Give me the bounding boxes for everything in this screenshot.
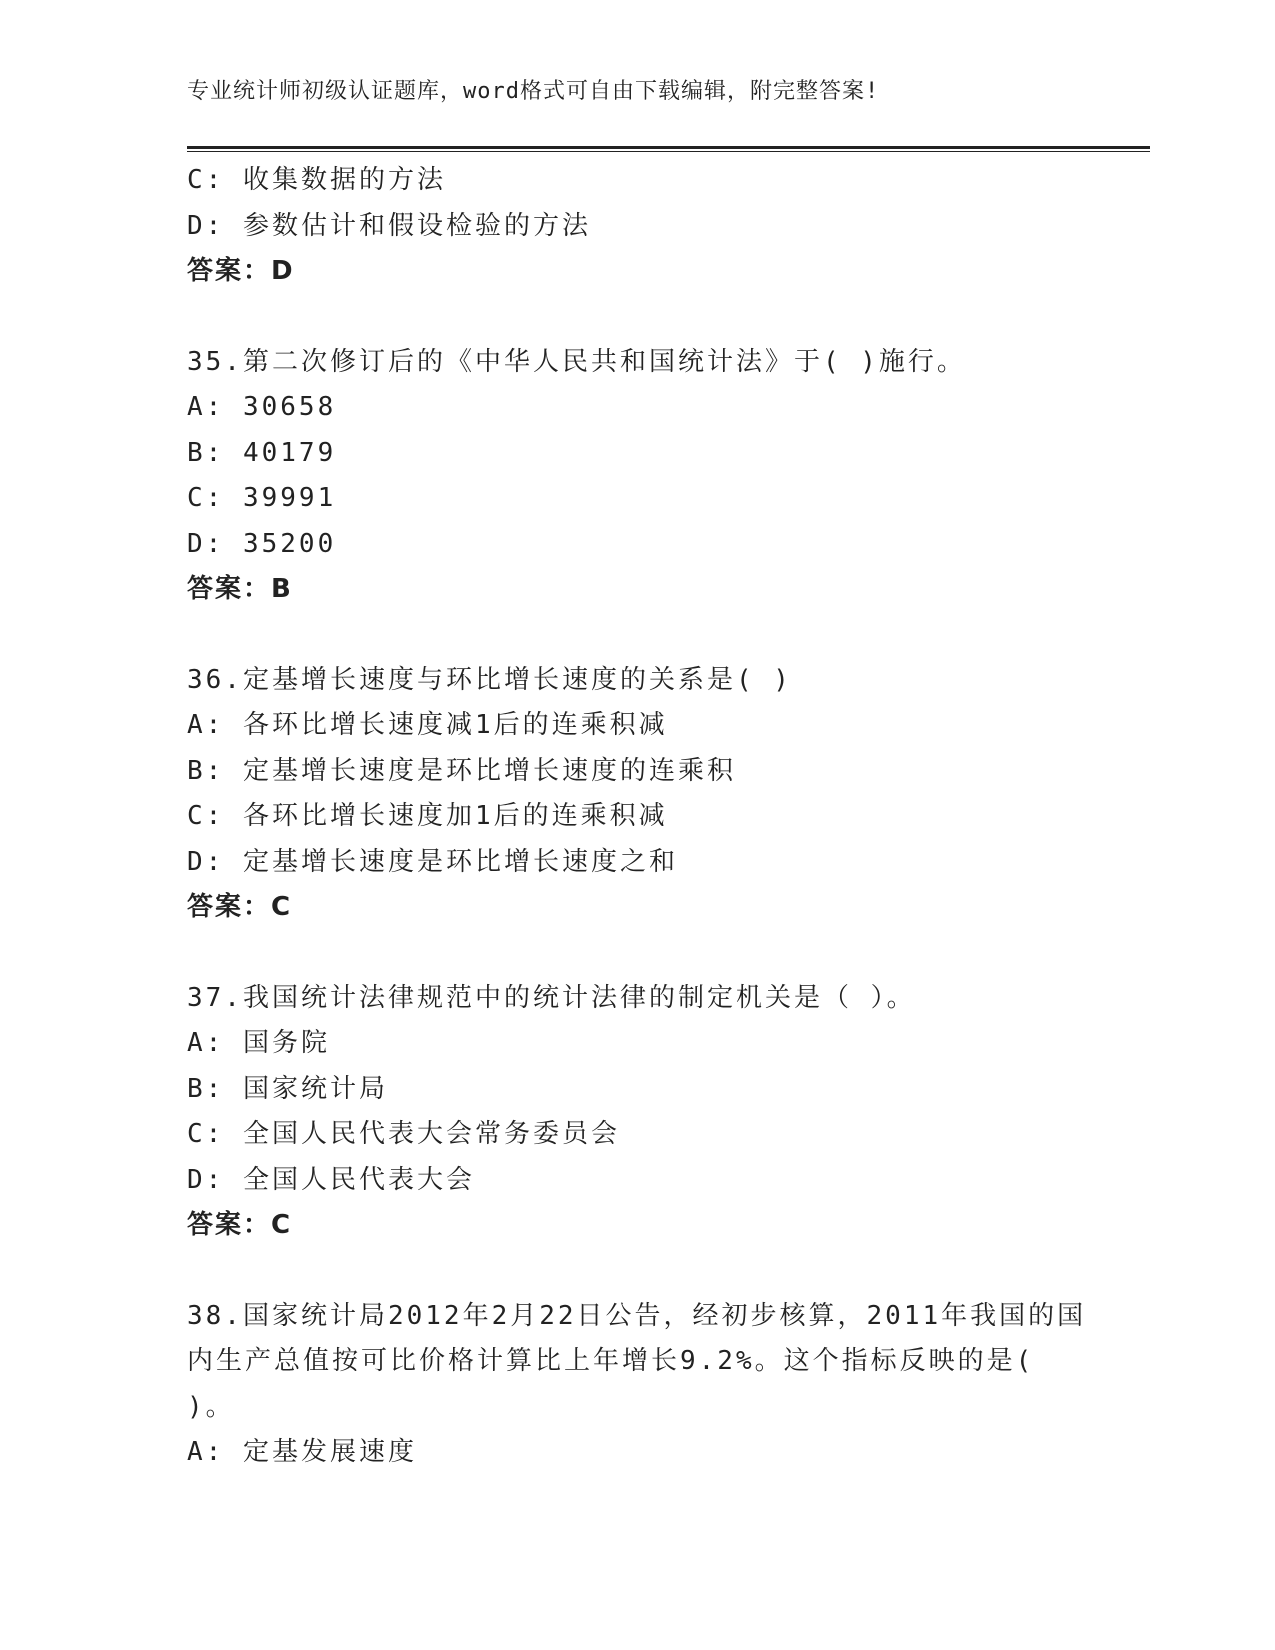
question-stem: 36.定基增长速度与环比增长速度的关系是( ) bbox=[187, 664, 792, 695]
answer: 答案：C bbox=[187, 1210, 293, 1240]
question-35 bbox=[187, 340, 1087, 613]
answer: 答案：C bbox=[187, 892, 293, 922]
option-d: D: 定基增长速度是环比增长速度之和 bbox=[187, 846, 678, 877]
question-list bbox=[187, 158, 1087, 1476]
option-a: A: 各环比增长速度减1后的连乘积减 bbox=[187, 710, 668, 740]
question-37 bbox=[187, 976, 1087, 1249]
question-stem: 37.我国统计法律规范中的统计法律的制定机关是（ ）。 bbox=[187, 982, 916, 1013]
option-a: A: 定基发展速度 bbox=[187, 1437, 417, 1467]
question-36 bbox=[187, 658, 1087, 931]
answer: 答案：B bbox=[187, 574, 293, 604]
question-stem-line-3: )。 bbox=[187, 1391, 235, 1422]
question-stem-line-2: 内生产总值按可比价格计算比上年增长9.2%。这个指标反映的是( bbox=[187, 1346, 1035, 1376]
header-rule-thin bbox=[187, 151, 1150, 152]
question-38 bbox=[187, 1294, 1087, 1476]
question-34-tail bbox=[187, 158, 1087, 295]
document-header: 专业统计师初级认证题库，word格式可自由下载编辑，附完整答案! bbox=[187, 79, 880, 104]
option-b: B: 40179 bbox=[187, 437, 337, 468]
option-c: C: 39991 bbox=[187, 483, 337, 513]
question-stem-line-1: 38.国家统计局2012年2月22日公告，经初步核算，2011年我国的国 bbox=[187, 1300, 1087, 1331]
option-b: B: 定基增长速度是环比增长速度的连乘积 bbox=[187, 755, 736, 786]
option-a: A: 国务院 bbox=[187, 1028, 330, 1058]
option-d: D: 35200 bbox=[187, 528, 337, 559]
option-a: A: 30658 bbox=[187, 392, 337, 422]
answer: 答案：D bbox=[187, 256, 295, 286]
option-b: B: 国家统计局 bbox=[187, 1073, 388, 1104]
question-stem: 35.第二次修订后的《中华人民共和国统计法》于( )施行。 bbox=[187, 346, 966, 377]
header-rule-thick bbox=[187, 146, 1150, 149]
option-d: D: 参数估计和假设检验的方法 bbox=[187, 210, 591, 241]
option-d: D: 全国人民代表大会 bbox=[187, 1164, 475, 1195]
option-c: C: 收集数据的方法 bbox=[187, 165, 446, 195]
option-c: C: 各环比增长速度加1后的连乘积减 bbox=[187, 801, 668, 831]
option-c: C: 全国人民代表大会常务委员会 bbox=[187, 1119, 620, 1149]
